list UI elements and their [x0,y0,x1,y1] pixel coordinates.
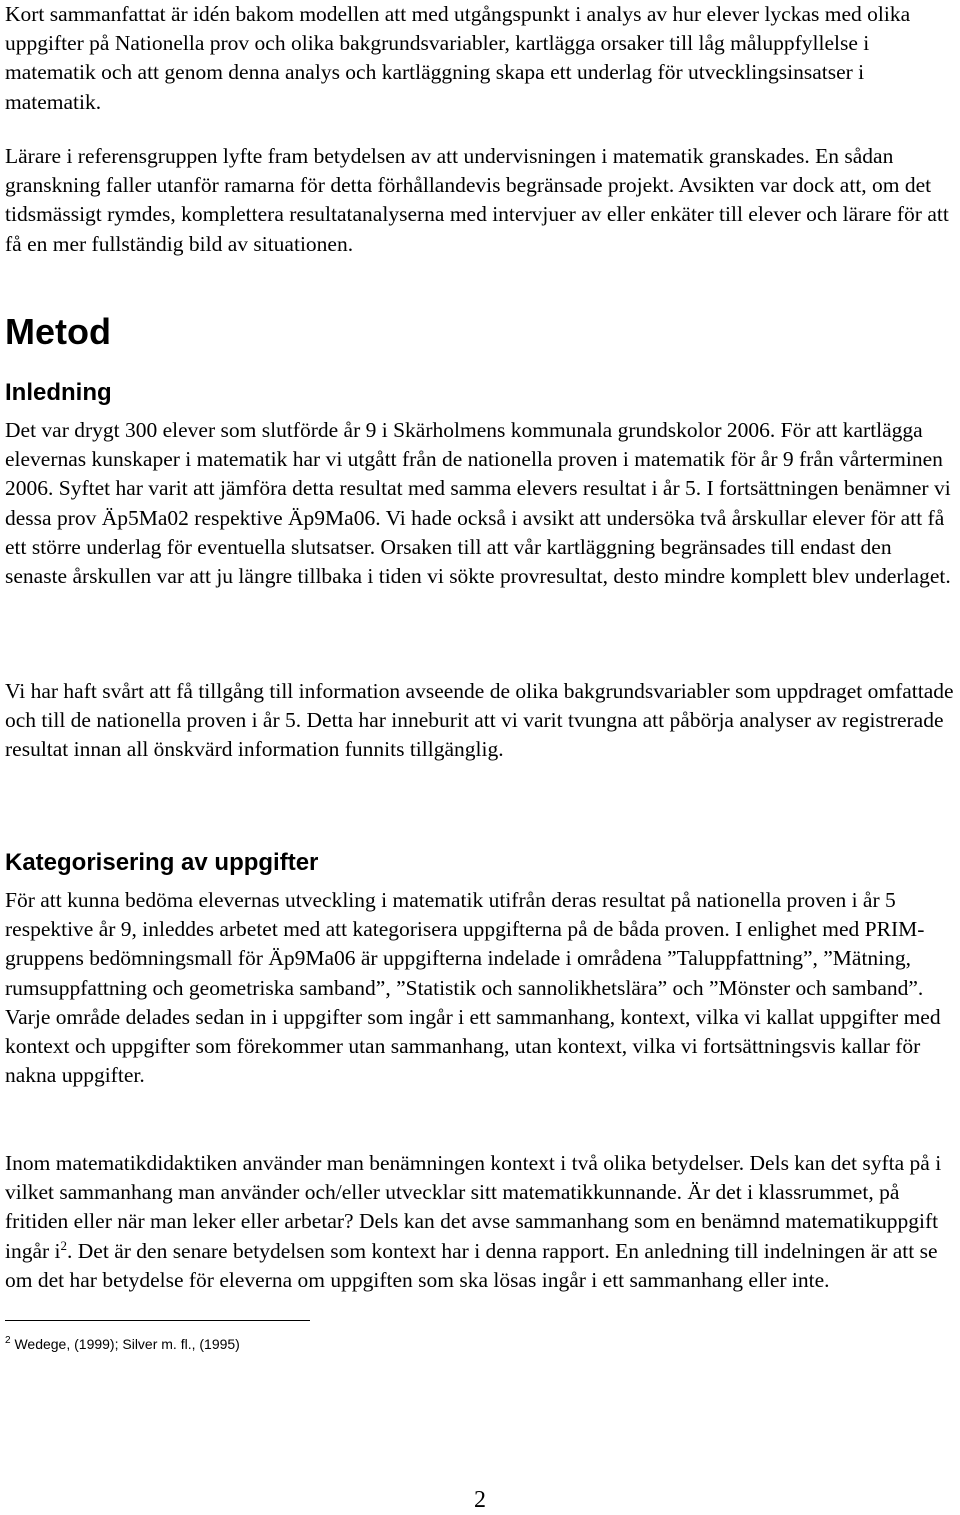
footnote-reference: 2 [60,1237,68,1253]
reference-group-paragraph: Lärare i referensgruppen lyfte fram betydelsen av att undervisningen i matematik granskades. En sådan granskning faller utanför ramarna för detta förhållandevis begränsade projekt. Avsikten var dock att, om det tidsmässigt rymdes, komplettera resultatanalyserna med intervjuer av eller enkäter till elever och lärare för att få en mer fullständig bild av situationen. [5,144,949,256]
kategorisering-paragraph-2 [5,1149,955,1295]
kategorisering-paragraph-2-text: Inom matematikdidaktiken använder man benämningen kontext i två olika betydelser. Dels kan det syfta på i vilket sammanhang man använder och/eller utvecklar sitt matematikkunnande. Är det i klassrummet, på fritiden eller när man leker eller arbetar? Dels kan det avse sammanhang som en benämnd matematikuppgift ingår i [5,1151,942,1263]
inledning-paragraph-1: Det var drygt 300 elever som slutförde år 9 i Skärholmens kommunala grundskolor 2006. För att kartlägga elevernas kunskaper i matematik har vi utgått från de nationella proven i matematik för år 9 från vårterminen 2006. Syftet har varit att jämföra detta resultat med samma elevers resultat i år 5. I fortsättningen benämner vi dessa prov Äp5Ma02 respektive Äp9Ma06. Vi hade också i avsikt att undersöka två årskullar elever för att få ett större underlag för eventuella slutsatser. Orsaken till att vår kartläggning begränsades till endast den senaste årskullen var att ju längre tillbaka i tiden vi sökte provresultat, desto mindre komplett blev underlaget. [5,418,951,589]
intro-summary-paragraph: Kort sammanfattat är idén bakom modellen att med utgångspunkt i analys av hur elever lyckas med olika uppgifter på Nationella prov och olika bakgrundsvariabler, kartlägga orsaker till låg måluppfyllelse i matematik och att genom denna analys och kartläggning skapa ett underlag för utvecklingsinsatser i matematik. [5,2,911,114]
footnote-number: 2 [5,1335,11,1346]
footnote [5,1334,240,1354]
subheading-inledning: Inledning [5,379,112,406]
kategorisering-paragraph-2-continuation: . Det är den senare betydelsen som kontext har i denna rapport. En anledning till indelningen är att se om det har betydelse för eleverna om uppgiften som ska lösas ingår i ett sammanhang eller inte. [5,1238,938,1292]
section-heading-metod: Metod [5,311,111,352]
footnote-text: Wedege, (1999); Silver m. fl., (1995) [10,1336,240,1352]
subheading-kategorisering: Kategorisering av uppgifter [5,849,319,876]
footnote-separator [5,1320,310,1321]
page-number: 2 [474,1487,486,1513]
kategorisering-paragraph-1: För att kunna bedöma elevernas utveckling i matematik utifrån deras resultat på nationella proven i år 5 respektive år 9, inleddes arbetet med att kategorisera uppgifterna på de båda proven. I enlighet med PRIM-gruppens bedömningsmall för Äp9Ma06 är uppgifterna indelade i områdena ”Taluppfattning”, ”Mätning, rumsuppfattning och geometriska samband”, ”Statistik och sannolikhetslära” och ”Mönster och samband”. Varje område delades sedan in i uppgifter som ingår i ett sammanhang, kontext, vilka vi kallat uppgifter med kontext och uppgifter som förekommer utan sammanhang, utan kontext, vilka vi fortsättningsvis kallar för nakna uppgifter. [5,888,941,1088]
inledning-paragraph-2: Vi har haft svårt att få tillgång till information avseende de olika bakgrundsvariabler som uppdraget omfattade och till de nationella proven i år 5. Detta har inneburit att vi varit tvungna att påbörja analyser av registrerade resultat innan all önskvärd information funnits tillgänglig. [5,679,954,762]
